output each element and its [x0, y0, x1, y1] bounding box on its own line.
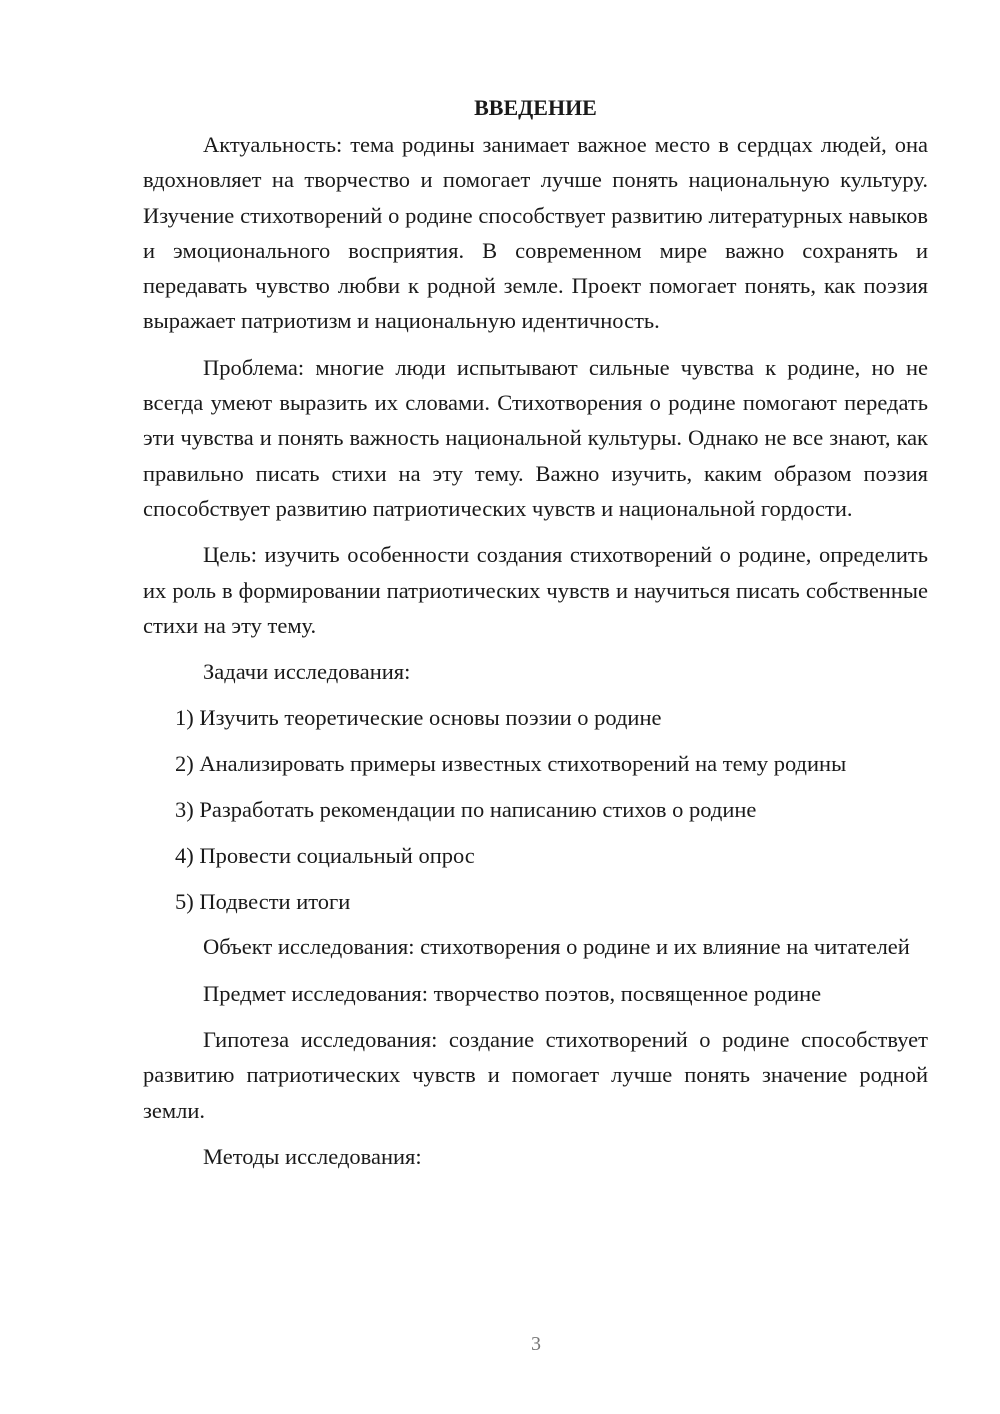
hypothesis-paragraph: Гипотеза исследования: создание стихотворений о родине способствует развитию патриотических чувств и помогает лучше понять значение родной земли.	[143, 1027, 928, 1123]
relevance-paragraph: Актуальность: тема родины занимает важное место в сердцах людей, она вдохновляет на творчество и помогает лучше понять национальную культуру. Изучение стихотворений о родине способствует развитию литературных навыков и эмоционального восприятия. В современном мире важно сохранять и передавать чувство любви к родной земле. Проект помогает понять, как поэзия выражает патриотизм и национальную идентичность.	[143, 132, 928, 334]
goal-paragraph: Цель: изучить особенности создания стихотворений о родине, определить их роль в формировании патриотических чувств и научиться писать собственные стихи на эту тему.	[143, 542, 928, 638]
research-subject-paragraph: Предмет исследования: творчество поэтов, посвященное родине	[203, 980, 822, 1006]
task-item: 4) Провести социальный опрос	[175, 842, 475, 868]
research-object-paragraph: Объект исследования: стихотворения о родине и их влияние на читателей	[203, 934, 910, 960]
task-item: 2) Анализировать примеры известных стихотворений на тему родины	[175, 751, 847, 777]
page-number: 3	[531, 1333, 541, 1355]
task-item: 3) Разработать рекомендации по написанию стихов о родине	[175, 797, 757, 823]
document-page	[143, 90, 928, 1185]
problem-paragraph: Проблема: многие люди испытывают сильные чувства к родине, но не всегда умеют выразить их словами. Стихотворения о родине помогают передать эти чувства и понять важность национальной культуры. Однако не все знают, как правильно писать стихи на эту тему. Важно изучить, каким образом поэзия способствует развитию патриотических чувств и национальной гордости.	[143, 354, 928, 521]
methods-heading: Методы исследования:	[203, 1143, 422, 1169]
section-heading: ВВЕДЕНИЕ	[474, 95, 597, 120]
tasks-heading: Задачи исследования:	[203, 659, 411, 685]
task-item: 5) Подвести итоги	[175, 888, 351, 914]
task-item: 1) Изучить теоретические основы поэзии о родине	[175, 705, 662, 731]
